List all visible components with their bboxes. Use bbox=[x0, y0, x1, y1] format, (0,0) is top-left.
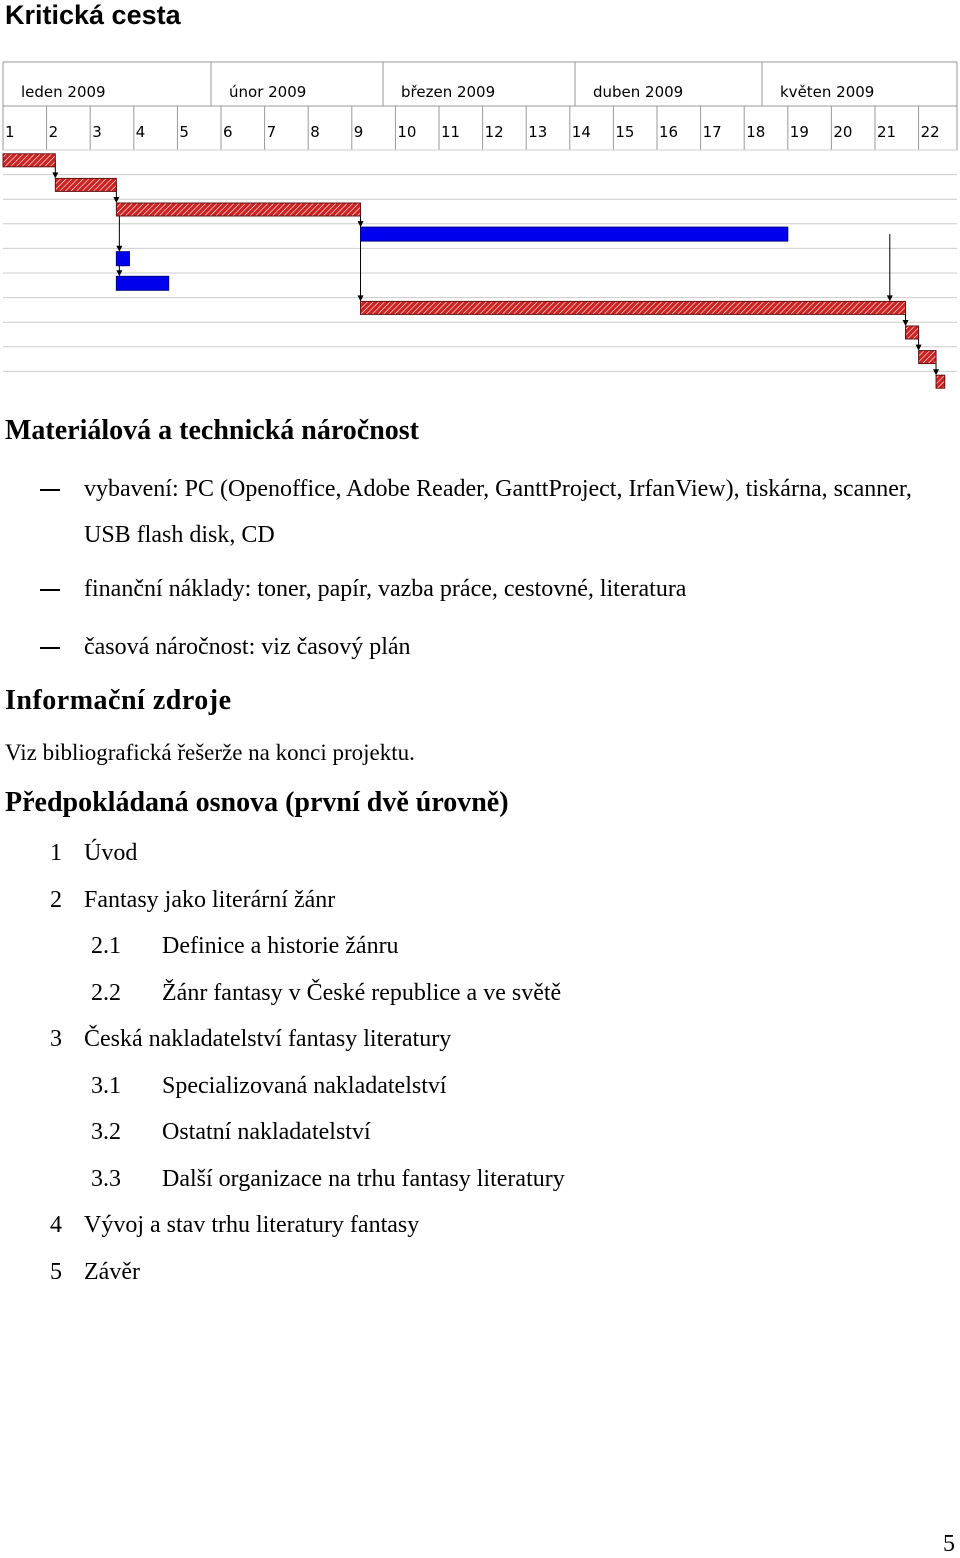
week-label: 11 bbox=[441, 123, 461, 141]
critical-task-bar bbox=[936, 375, 945, 388]
outline-item-number: 4 bbox=[50, 1212, 62, 1238]
task-bar bbox=[116, 252, 129, 266]
heading-sources: Informační zdroje bbox=[5, 685, 232, 716]
sources-text: Viz bibliografická řešerže na konci projektu. bbox=[5, 740, 415, 765]
bullet-dash-1 bbox=[40, 489, 60, 491]
week-label: 3 bbox=[92, 123, 102, 141]
critical-task-bar bbox=[919, 351, 936, 364]
outline-item-number: 3.3 bbox=[91, 1165, 121, 1192]
outline-item-number: 1 bbox=[50, 840, 62, 866]
task-bar bbox=[361, 227, 788, 241]
dependency-arrowhead bbox=[52, 172, 58, 178]
week-label: 18 bbox=[746, 123, 766, 141]
month-label: únor 2009 bbox=[229, 83, 307, 101]
month-label: březen 2009 bbox=[401, 83, 496, 101]
outline-item-number: 2.2 bbox=[91, 979, 121, 1006]
critical-task-bar bbox=[361, 301, 906, 314]
week-label: 6 bbox=[223, 123, 233, 141]
week-label: 10 bbox=[397, 123, 417, 141]
bullet-dash-3 bbox=[40, 647, 60, 649]
week-label: 21 bbox=[877, 123, 897, 141]
outline-item-text: Fantasy jako literární žánr bbox=[84, 886, 336, 913]
outline-item-text: Další organizace na trhu fantasy literatury bbox=[162, 1165, 565, 1192]
week-label: 16 bbox=[659, 123, 679, 141]
outline-item-text: Ostatní nakladatelství bbox=[162, 1119, 371, 1145]
page-number: 5 bbox=[943, 1531, 955, 1557]
bullet-item-3: časová náročnost: viz časový plán bbox=[84, 634, 411, 660]
week-label: 7 bbox=[266, 123, 277, 141]
week-label: 22 bbox=[920, 123, 940, 141]
critical-task-bar bbox=[906, 326, 919, 339]
week-label: 17 bbox=[702, 123, 722, 141]
week-label: 5 bbox=[179, 123, 189, 141]
heading-material: Materiálová a technická náročnost bbox=[5, 415, 419, 446]
outline-item-text: Závěr bbox=[84, 1258, 140, 1285]
bullet-dash-2 bbox=[40, 589, 60, 591]
week-label: 1 bbox=[5, 123, 15, 141]
gantt-chart bbox=[0, 58, 960, 393]
critical-task-bar bbox=[55, 178, 116, 191]
outline-item-text: Žánr fantasy v České republice a ve světě bbox=[162, 979, 562, 1006]
week-label: 9 bbox=[353, 123, 364, 141]
week-label: 15 bbox=[615, 123, 635, 141]
month-label: duben 2009 bbox=[593, 83, 684, 101]
task-bar bbox=[116, 276, 168, 290]
dependency-arrowhead bbox=[358, 295, 364, 301]
week-label: 4 bbox=[135, 123, 146, 141]
dependency-arrowhead bbox=[903, 320, 909, 326]
chart-title: Kritická cesta bbox=[5, 0, 181, 30]
outline-item-text: Specializovaná nakladatelství bbox=[162, 1072, 447, 1099]
critical-task-bar bbox=[3, 154, 55, 167]
week-label: 14 bbox=[571, 123, 591, 141]
outline-item-text: Vývoj a stav trhu literatury fantasy bbox=[84, 1212, 420, 1238]
dependency-arrowhead bbox=[887, 295, 893, 301]
outline-item-number: 3.2 bbox=[91, 1119, 121, 1145]
week-label: 12 bbox=[484, 123, 504, 141]
dependency-arrowhead bbox=[916, 345, 922, 351]
dependency-arrowhead bbox=[933, 369, 939, 375]
outline-item-number: 3.1 bbox=[91, 1072, 121, 1099]
week-label: 20 bbox=[833, 123, 853, 141]
month-label: květen 2009 bbox=[780, 83, 875, 101]
outline-item-number: 5 bbox=[50, 1258, 62, 1285]
month-label: leden 2009 bbox=[21, 83, 106, 101]
critical-task-bar bbox=[116, 203, 360, 216]
dependency-arrowhead bbox=[113, 197, 119, 203]
outline-item-text: Česká nakladatelství fantasy literatury bbox=[84, 1026, 452, 1052]
heading-outline: Předpokládaná osnova (první dvě úrovně) bbox=[5, 787, 509, 818]
bullet-item-2: finanční náklady: toner, papír, vazba práce, cestovné, literatura bbox=[84, 576, 687, 602]
week-label: 13 bbox=[528, 123, 548, 141]
outline-item-number: 2 bbox=[50, 886, 62, 913]
week-label: 8 bbox=[310, 123, 320, 141]
bullet-item-1: vybavení: PC (Openoffice, Adobe Reader, GanttProject, IrfanView), tiskárna, scanner, USB flash disk, CD bbox=[84, 476, 912, 548]
outline-item-text: Úvod bbox=[84, 840, 138, 866]
week-label: 19 bbox=[789, 123, 809, 141]
outline-item-number: 3 bbox=[50, 1026, 62, 1052]
outline-item-number: 2.1 bbox=[91, 933, 121, 959]
week-label: 2 bbox=[48, 123, 59, 141]
outline-item-text: Definice a historie žánru bbox=[162, 933, 399, 959]
